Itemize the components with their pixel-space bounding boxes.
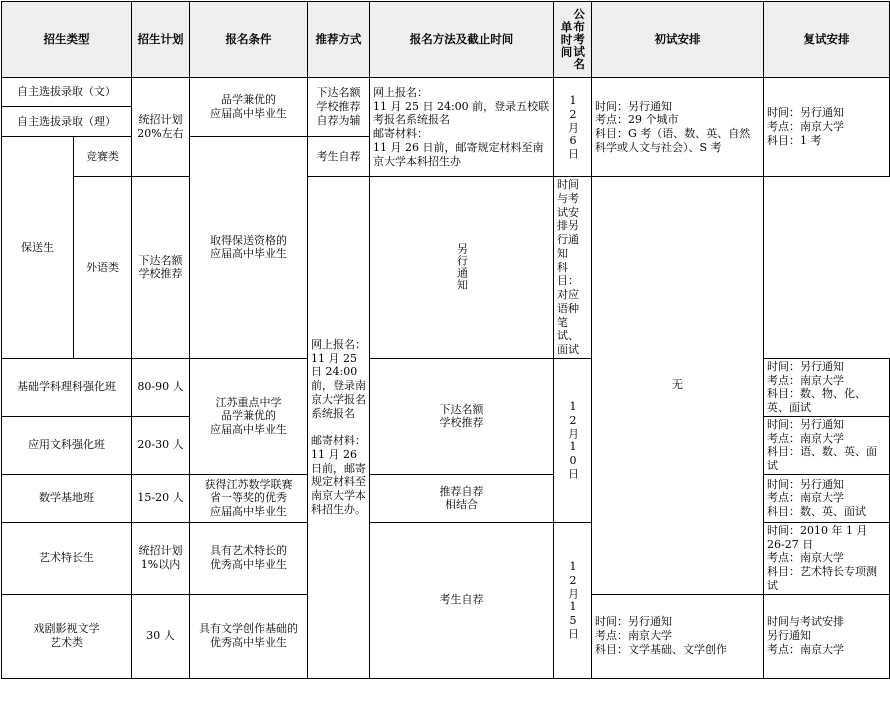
cond-zz: 品学兼优的 应届高中毕业生 <box>190 78 308 137</box>
rec-yishu: 考生自荐 <box>370 522 554 678</box>
header-method: 报名方法及截止时间 <box>370 2 554 78</box>
rec-jiangsu: 下达名额 学校推荐 <box>370 358 554 474</box>
publish-4: 12月15日 <box>554 522 592 678</box>
second-3: 时间与考试安排 另行通知 考点：南京大学 <box>764 594 890 678</box>
first-5: 时间：另行通知 考点：南京大学 科目：数、英、面试 <box>764 474 890 522</box>
first-4: 时间：另行通知 考点：南京大学 科目：语、数、英、面试 <box>764 416 890 474</box>
first-3: 时间：另行通知 考点：南京大学 科目：数、物、化、英、面试 <box>764 358 890 416</box>
publish-3: 12月10日 <box>554 358 592 522</box>
cond-baosong: 取得保送资格的 应届高中毕业生 <box>190 137 308 359</box>
header-first-exam: 初试安排 <box>592 2 764 78</box>
type-jingsai: 竞赛类 <box>74 137 132 177</box>
plan-yishu: 统招计划 1%以内 <box>132 522 190 594</box>
method-2: 网上报名： 11 月 25 日 24:00 前，登录南京大学报名系统报名 邮寄材料： 11 月 26 日前，邮寄规定材料至南京大学本科招生办。 <box>308 177 370 679</box>
second-2: 无 <box>592 177 764 595</box>
first-2: 时间与考试安排另行通知 科目：对应语种笔试、面试 <box>554 177 592 359</box>
rec-waiyu: 下达名额 学校推荐 <box>132 177 190 359</box>
type-baosong: 保送生 <box>2 137 74 359</box>
plan-xiju: 30 人 <box>132 594 190 678</box>
header-second-exam: 复试安排 <box>764 2 890 78</box>
header-type: 招生类型 <box>2 2 132 78</box>
rec-zz: 下达名额 学校推荐 自荐为辅 <box>308 78 370 137</box>
cond-yishu: 具有艺术特长的 优秀高中毕业生 <box>190 522 308 594</box>
type-waiyu: 外语类 <box>74 177 132 359</box>
table-row <box>2 78 890 107</box>
first-6: 时间：2010 年 1 月 26-27 日 考点：南京大学 科目：艺术特长专项测试 <box>764 522 890 594</box>
rec-shuxue: 推荐自荐 相结合 <box>370 474 554 522</box>
type-jichu: 基础学科理科强化班 <box>2 358 132 416</box>
header-conditions: 报名条件 <box>190 2 308 78</box>
type-xiju: 戏剧影视文学 艺术类 <box>2 594 132 678</box>
type-zz-wen: 自主选拔录取（文） <box>2 78 132 107</box>
rec-jingsai: 考生自荐 <box>308 137 370 177</box>
plan-yingyong: 20-30 人 <box>132 416 190 474</box>
plan-tongzhao-20: 统招计划 20%左右 <box>132 78 190 177</box>
header-recommendation: 推荐方式 <box>308 2 370 78</box>
plan-jichu: 80-90 人 <box>132 358 190 416</box>
first-7: 时间：另行通知 考点：南京大学 科目：文学基础、文学创作 <box>592 594 764 678</box>
type-shuxue: 数学基地班 <box>2 474 132 522</box>
first-1: 时间：另行通知 考点：29 个城市 科目：G 考（语、数、英、自然科学或人文与社会）、S 考 <box>592 78 764 177</box>
method-1: 网上报名： 11 月 25 日 24:00 前，登录五校联考报名系统报名 邮寄材料： 11 月 26 日前，邮寄规定材料至南京大学本科招生办 <box>370 78 554 177</box>
header-publish: 公布考试名单时间 <box>554 2 592 78</box>
plan-shuxue: 15-20 人 <box>132 474 190 522</box>
type-zz-li: 自主选拔录取（理） <box>2 107 132 137</box>
cond-xiju: 具有文学创作基础的 优秀高中毕业生 <box>190 594 308 678</box>
second-1: 时间：另行通知 考点：南京大学 科目：1 考 <box>764 78 890 177</box>
admissions-table <box>1 1 890 679</box>
header-row <box>2 2 890 78</box>
type-yingyong: 应用文科强化班 <box>2 416 132 474</box>
publish-1: 12月6日 <box>554 78 592 177</box>
table-row <box>2 177 890 359</box>
cond-shuxue: 获得江苏数学联赛 省一等奖的优秀 应届高中毕业生 <box>190 474 308 522</box>
header-plan: 招生计划 <box>132 2 190 78</box>
type-yishu: 艺术特长生 <box>2 522 132 594</box>
publish-2: 另行通知 <box>370 177 554 359</box>
cond-jiangsu: 江苏重点中学 品学兼优的 应届高中毕业生 <box>190 358 308 474</box>
